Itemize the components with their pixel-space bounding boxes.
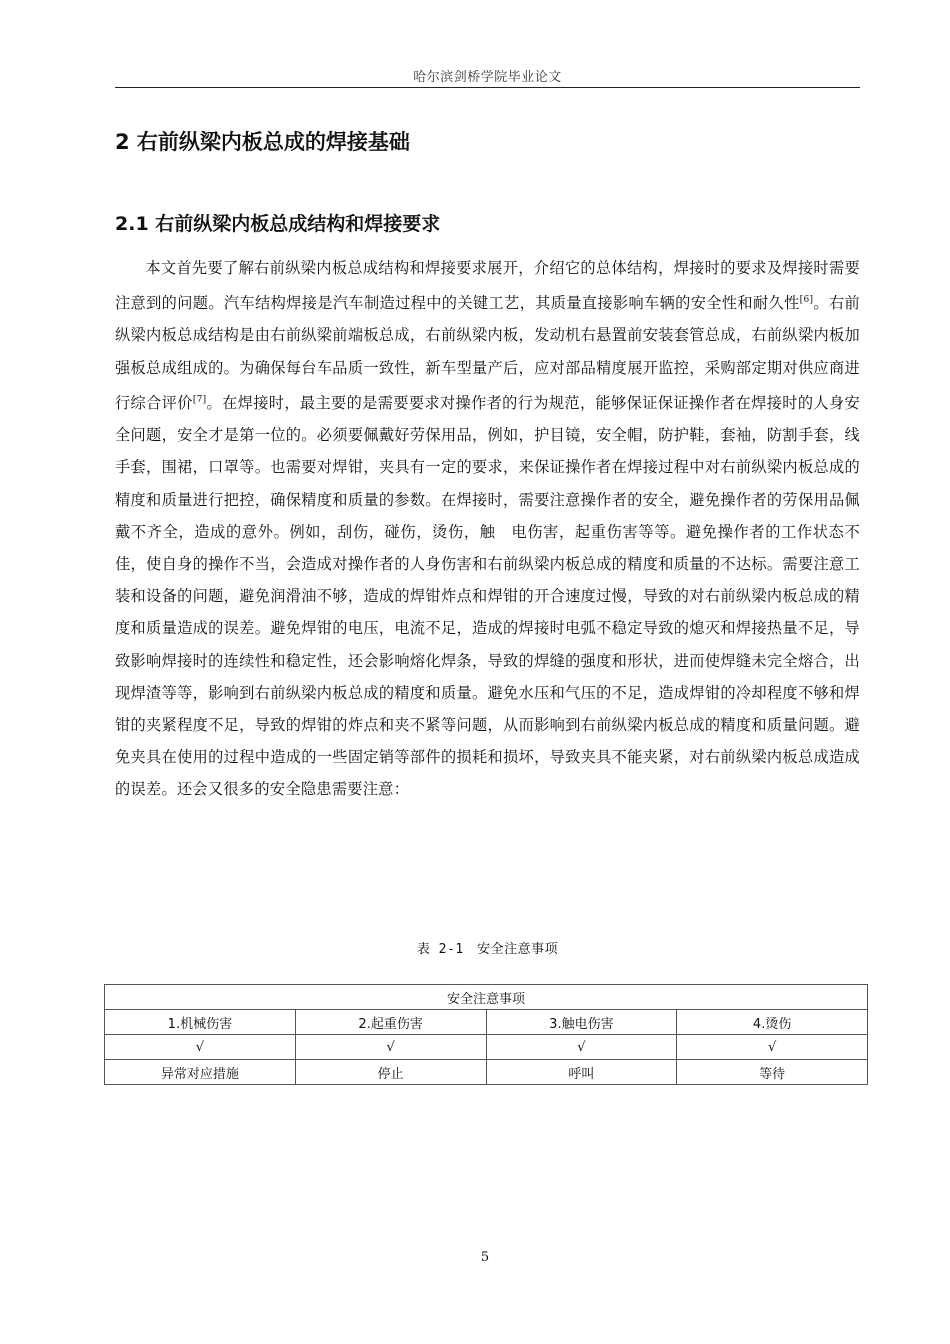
table-title-row: [105, 985, 868, 1010]
section-title: 2.1 右前纵梁内板总成结构和焊接要求: [115, 213, 441, 235]
header-divider: [115, 87, 860, 88]
action-cell: 等待: [677, 1060, 868, 1085]
safety-table: [104, 984, 868, 1085]
check-cell: √: [295, 1035, 486, 1060]
check-cell: √: [486, 1035, 677, 1060]
header-cell: 4.烫伤: [677, 1010, 868, 1035]
page-number: 5: [480, 1250, 490, 1265]
table-header-row: [105, 1010, 868, 1035]
paragraph-text-1: 本文首先要了解右前纵梁内板总成结构和焊接要求展开，介绍它的总体结构，焊接时的要求及焊接时需要注意到的问题。汽车结构焊接是汽车制造过程中的关键工艺，其质量直接影响车辆的安全性和耐久性: [115, 259, 860, 313]
table-action-row: [105, 1060, 868, 1085]
check-cell: √: [105, 1035, 296, 1060]
check-cell: √: [677, 1035, 868, 1060]
table-caption: 表 2-1 安全注意事项: [416, 942, 559, 957]
paragraph-text-3: 。在焊接时，最主要的是需要要求对操作者的行为规范，能够保证保证操作者在焊接时的人身安全问题，安全才是第一位的。必须要佩戴好劳保用品，例如，护目镜，安全帽，防护鞋，套袖，防割手套，线手套，围裙，口罩等。也需要对焊钳，夹具有一定的要求，来保证操作者在焊接过程中对右前纵梁内板总成的精度和质量进行把控，确保精度和质量的参数。在焊接时，需要注意操作者的安全，避免操作者的劳保用品佩戴不齐全，造成的意外。例如，刮伤，碰伤，烫伤，触 电伤害，起重伤害等等。避免操作者的工作状态不佳，使自身的操作不当，会造成对操作者的人身伤害和右前纵梁内板总成的精度和质量的不达标。需要注意工装和设备的问题，避免润滑油不够，造成的焊钳炸点和焊钳的开合速度过慢，导致的对右前纵梁内板总成的精度和质量造成的误差。避免焊钳的电压，电流不足，造成的焊接时电弧不稳定导致的熄灭和焊接热量不足，导致影响焊接时的连续性和稳定性，还会影响熔化焊条，导致的焊缝的强度和形状，进而使焊缝未完全熔合，出现焊渣等等，影响到右前纵梁内板总成的精度和质量。避免水压和气压的不足，造成焊钳的冷却程度不够和焊钳的夹紧程度不足，导致的焊钳的炸点和夹不紧等问题，从而影响到右前纵梁内板总成的精度和质量问题。避免夹具在使用的过程中造成的一些固定销等部件的损耗和损坏，导致夹具不能夹紧，对右前纵梁内板总成造成的误差。还会又很多的安全隐患需要注意：: [115, 393, 861, 799]
action-cell: 异常对应措施: [105, 1060, 296, 1085]
body-paragraph: [115, 252, 860, 806]
header-cell: 2.起重伤害: [295, 1010, 486, 1035]
table-title-cell: 安全注意事项: [105, 985, 868, 1010]
table-check-row: [105, 1035, 868, 1060]
header-cell: 3.触电伤害: [486, 1010, 677, 1035]
paragraph-text-2: 。右前纵梁内板总成结构是由右前纵梁前端板总成，右前纵梁内板，发动机右悬置前安装套管总成，右前纵梁内板加强板总成组成的。为确保每台车品质一致性，新车型量产后，应对部品精度展开监控，采购部定期对供应商进行综合评价: [115, 294, 860, 412]
citation-ref-6: [6]: [799, 295, 814, 306]
action-cell: 停止: [295, 1060, 486, 1085]
running-header: 哈尔滨剑桥学院毕业论文: [413, 70, 562, 85]
action-cell: 呼叫: [486, 1060, 677, 1085]
header-cell: 1.机械伤害: [105, 1010, 296, 1035]
chapter-title: 2 右前纵梁内板总成的焊接基础: [115, 130, 410, 154]
citation-ref-7: [7]: [192, 394, 207, 405]
